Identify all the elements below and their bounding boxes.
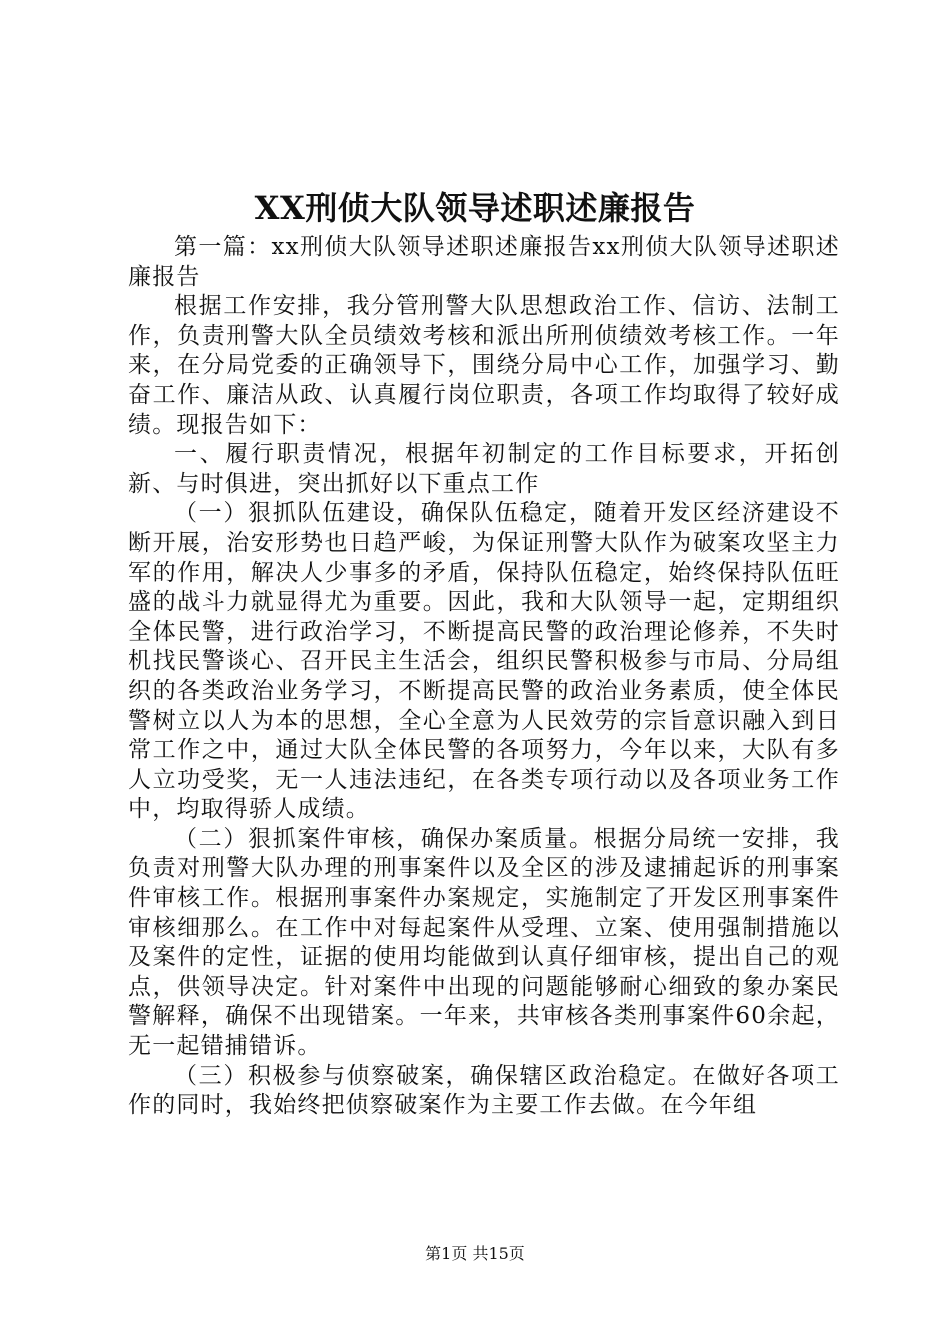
- paragraph-intro: 第一篇：xx刑侦大队领导述职述廉报告xx刑侦大队领导述职述廉报告: [128, 234, 840, 290]
- page-number-footer: 第1页 共15页: [425, 1244, 525, 1263]
- paragraph-case-review: （二）狠抓案件审核，确保办案质量。根据分局统一安排，我负责对刑警大队办理的刑事案件以及全区的涉及逮捕起诉的刑事案件审核工作。根据刑事案件办案规定，实施制定了开发区刑事案件审核细那么。在工作中对每起案件从受理、立案、使用强制措施以及案件的定性，证据的使用均能做到认真仔细审核，提出自己的观点，供领导决定。针对案件中出现的问题能够耐心细致的象办案民警解释，确保不出现错案。一年来，共审核各类刑事案件60余起，无一起错捕错诉。: [128, 825, 840, 1060]
- paragraph-responsibilities: 根据工作安排，我分管刑警大队思想政治工作、信访、法制工作，负责刑警大队全员绩效考核和派出所刑侦绩效考核工作。一年来，在分局党委的正确领导下，围绕分局中心工作，加强学习、勤奋工作、廉洁从政、认真履行岗位职责，各项工作均取得了较好成绩。现报告如下：: [128, 293, 840, 438]
- paragraph-investigation: （三）积极参与侦察破案，确保辖区政治稳定。在做好各项工作的同时，我始终把侦察破案作为主要工作去做。在今年组: [128, 1062, 840, 1119]
- document-title: XX刑侦大队领导述职述廉报告: [254, 189, 696, 227]
- document-body: [128, 233, 840, 1121]
- paragraph-section-one: 一、履行职责情况，根据年初制定的工作目标要求，开拓创新、与时俱进，突出抓好以下重点工作: [128, 441, 840, 497]
- paragraph-team-building: （一）狠抓队伍建设，确保队伍稳定，随着开发区经济建设不断开展，治安形势也日趋严峻，为保证刑警大队作为破案攻坚主力军的作用，解决人少事多的矛盾，保持队伍稳定，始终保持队伍旺盛的战斗力就显得尤为重要。因此，我和大队领导一起，定期组织全体民警，进行政治学习，不断提高民警的政治理论修养，不失时机找民警谈心、召开民主生活会，组织民警积极参与市局、分局组织的各类政治业务学习，不断提高民警的政治业务素质，使全体民警树立以人为本的思想，全心全意为人民效劳的宗旨意识融入到日常工作之中，通过大队全体民警的各项努力，今年以来，大队有多人立功受奖，无一人违法违纪，在各类专项行动以及各项业务工作中，均取得骄人成绩。: [128, 500, 840, 823]
